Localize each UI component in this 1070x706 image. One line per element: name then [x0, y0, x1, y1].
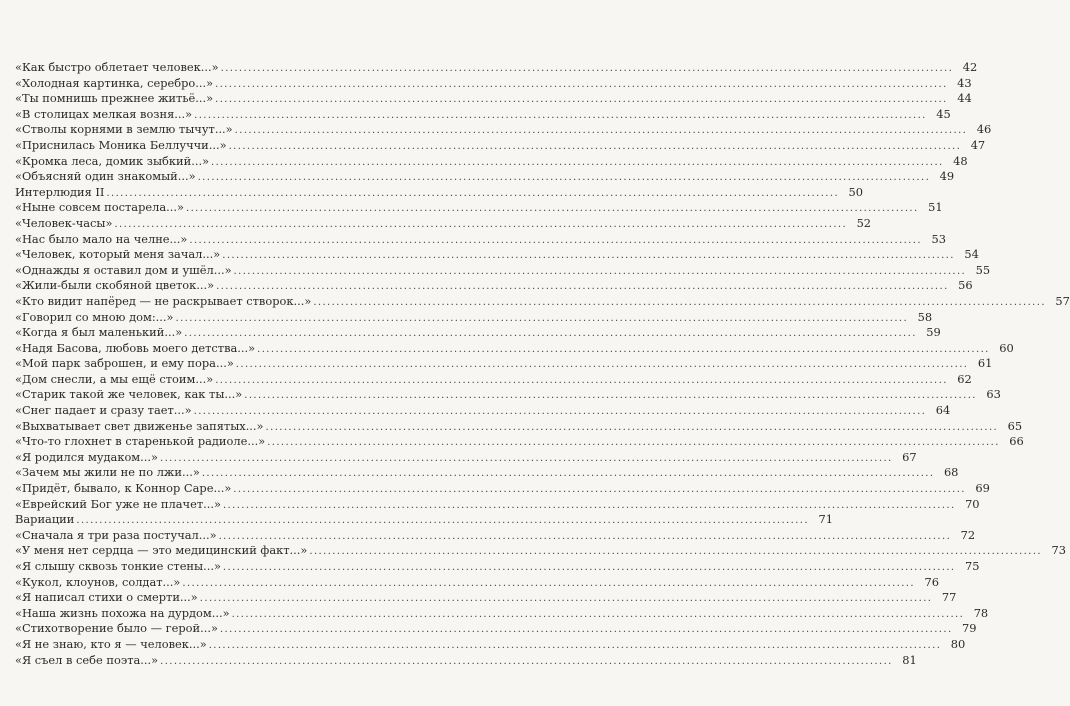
toc-entry	[15, 247, 979, 263]
toc-dot-leader: ................................................................................................................................................................	[228, 140, 962, 152]
toc-entry-title: «В столицах мелкая возня...»	[15, 106, 193, 121]
toc-dot-leader: ................................................................................................................................................................	[211, 156, 944, 168]
toc-dot-leader: ................................................................................................................................................................	[114, 218, 848, 230]
toc-entry-page-number: 80	[950, 636, 966, 651]
toc-dot-leader: ................................................................................................................................................................	[193, 406, 927, 418]
toc-entry-page-number: 75	[965, 559, 980, 573]
toc-entry	[15, 231, 946, 248]
toc-dot-leader: ................................................................................................................................................................	[265, 421, 999, 433]
toc-dot-leader: ................................................................................................................................................................	[234, 125, 968, 137]
toc-entry	[15, 449, 917, 466]
toc-entry-title: «Стволы корнями в землю тычут...»	[15, 122, 233, 137]
toc-dot-leader: ................................................................................................................................................................	[199, 593, 933, 605]
toc-dot-leader: ................................................................................................................................................................	[233, 484, 966, 496]
toc-entry	[15, 621, 977, 637]
toc-dot-leader: ................................................................................................................................................................	[215, 374, 948, 386]
toc-entry-title: «Я не знаю, кто я — человек...»	[15, 636, 207, 651]
toc-entry	[15, 356, 993, 372]
toc-entry	[15, 559, 980, 575]
toc-entry	[15, 293, 1070, 310]
toc-entry-title: «Нас было мало на челне...»	[15, 231, 188, 246]
toc-dot-leader: ................................................................................................................................................................	[160, 452, 893, 464]
toc-entry-title: Вариации	[15, 512, 75, 527]
toc-entry-page-number: 67	[902, 449, 917, 464]
toc-dot-leader: ................................................................................................................................................................	[182, 577, 915, 589]
toc-entry-page-number: 70	[965, 496, 980, 511]
toc-dot-leader: ................................................................................................................................................................	[222, 562, 956, 573]
toc-entry	[15, 60, 978, 76]
toc-entry-title: «Кукол, клоунов, солдат...»	[15, 574, 181, 589]
toc-entry-title: «Кромка леса, домик зыбкий...»	[15, 153, 210, 168]
toc-dot-leader: ................................................................................................................................................................	[267, 437, 1000, 449]
toc-entry	[15, 481, 990, 497]
toc-dot-leader: ................................................................................................................................................................	[175, 312, 909, 324]
toc-entry-page-number: 76	[924, 574, 939, 589]
toc-entry-title: «Придёт, бывало, к Коннор Саре...»	[15, 481, 232, 496]
toc-entry-page-number: 57	[1055, 293, 1070, 308]
toc-entry-page-number: 47	[970, 137, 986, 152]
toc-entry-page-number: 49	[939, 169, 955, 184]
toc-dot-leader: ................................................................................................................................................................	[201, 468, 935, 480]
toc-dot-leader: ................................................................................................................................................................	[189, 234, 922, 246]
toc-entry-title: «Стихотворение было — герой...»	[15, 621, 218, 636]
toc-entry	[15, 122, 992, 138]
toc-entry	[15, 91, 972, 107]
toc-dot-leader: ................................................................................................................................................................	[194, 109, 927, 121]
toc-entry-page-number: 44	[957, 91, 972, 106]
toc-entry-page-number: 63	[986, 387, 1001, 402]
toc-entry-page-number: 51	[928, 200, 943, 215]
toc-entry	[15, 434, 1024, 450]
toc-entry-page-number: 53	[931, 231, 946, 246]
toc-entry	[15, 605, 989, 622]
toc-entry-page-number: 59	[926, 325, 941, 340]
toc-dot-leader: ................................................................................................................................................................	[222, 250, 955, 262]
toc-entry-title: «Мой парк заброшен, и ему пора...»	[15, 356, 234, 371]
toc-entry-title: «Я написал стихи о смерти...»	[15, 590, 198, 605]
toc-dot-leader: ................................................................................................................................................................	[160, 655, 893, 667]
toc-entry-title: «Приснилась Моника Беллуччи...»	[15, 137, 227, 152]
toc-entry-page-number: 72	[960, 527, 976, 542]
toc-entry-page-number: 64	[935, 403, 951, 418]
toc-entry-page-number: 55	[975, 262, 991, 277]
toc-entry	[15, 262, 991, 279]
toc-entry-page-number: 65	[1007, 418, 1023, 433]
toc-dot-leader: ................................................................................................................................................................	[244, 390, 977, 402]
toc-entry-title: «Дом снесли, а мы ещё стоим...»	[15, 371, 214, 386]
toc-entry-title: «Выхватывает свет движенье запятых...»	[15, 418, 264, 433]
toc-entry-title: «Однажды я оставил дом и ушёл...»	[15, 262, 232, 277]
toc-dot-leader: ................................................................................................................................................................	[309, 546, 1042, 558]
toc-entry	[15, 574, 939, 591]
toc-entry-page-number: 48	[953, 153, 968, 168]
toc-entry	[15, 387, 1001, 403]
toc-entry-title: «Говорил со мною дом:...»	[15, 309, 174, 324]
toc-entry-title: «Что-то глохнет в старенькой радиоле...»	[15, 434, 266, 449]
toc-entry-title: «Когда я был маленький...»	[15, 325, 183, 340]
toc-entry-title: «Человек-часы»	[15, 215, 113, 230]
toc-entry	[15, 418, 1023, 435]
toc-entry	[15, 340, 1014, 357]
toc-entry-page-number: 62	[957, 371, 972, 386]
toc-entry-title: «Я съел в себе поэта...»	[15, 652, 159, 667]
toc-entry	[15, 465, 959, 481]
toc-dot-leader: ................................................................................................................................................................	[231, 608, 965, 620]
toc-entry	[15, 543, 1066, 559]
toc-dot-leader: ................................................................................................................................................................	[222, 499, 956, 511]
toc-entry	[15, 278, 973, 294]
toc-dot-leader: ................................................................................................................................................................	[184, 328, 917, 340]
toc-entry	[15, 184, 864, 201]
toc-dot-leader: ................................................................................................................................................................	[233, 265, 967, 277]
toc-dot-leader: ................................................................................................................................................................	[235, 359, 969, 371]
toc-dot-leader: ................................................................................................................................................................	[215, 78, 948, 90]
toc-entry-title: «Ныне совсем постарела...»	[15, 200, 184, 215]
toc-entry-title: «Кто видит напёред — не раскрывает створок...»	[15, 293, 312, 308]
toc-entry-page-number: 69	[975, 481, 990, 496]
toc-entry-page-number: 79	[962, 621, 977, 636]
toc-entry	[15, 75, 972, 92]
toc-entry	[15, 527, 976, 544]
toc-dot-leader: ................................................................................................................................................................	[76, 515, 809, 527]
toc-dot-leader: ................................................................................................................................................................	[208, 639, 942, 651]
toc-entry	[15, 512, 833, 528]
toc-dot-leader: ................................................................................................................................................................	[215, 94, 948, 106]
toc-entry-title: «У меня нет сердца — это медицинский факт...»	[15, 543, 308, 558]
toc-entry-page-number: 45	[936, 106, 951, 121]
toc-entry	[15, 590, 957, 606]
toc-dot-leader: ................................................................................................................................................................	[257, 343, 990, 355]
toc-dot-leader: ................................................................................................................................................................	[186, 203, 919, 215]
toc-entry-title: «Снег падает и сразу тает...»	[15, 403, 192, 418]
toc-entry-page-number: 56	[958, 278, 973, 293]
toc-entry-page-number: 52	[856, 215, 872, 230]
toc-entry-page-number: 73	[1051, 543, 1066, 558]
toc-entry-page-number: 61	[977, 356, 993, 371]
toc-entry	[15, 200, 943, 216]
toc-entry-page-number: 66	[1009, 434, 1024, 449]
toc-entry	[15, 215, 872, 232]
toc-entry-page-number: 68	[943, 465, 959, 480]
toc-entry-title: «Надя Басова, любовь моего детства...»	[15, 340, 256, 355]
toc-entry-title: «Наша жизнь похожа на дурдом...»	[15, 605, 230, 620]
table-of-contents	[15, 60, 1070, 668]
toc-entry-page-number: 78	[973, 605, 989, 620]
toc-entry	[15, 137, 986, 154]
toc-entry-title: «Старик такой же человек, как ты...»	[15, 387, 243, 402]
toc-entry	[15, 496, 980, 513]
toc-entry-page-number: 60	[999, 340, 1014, 355]
toc-entry-title: «Зачем мы жили не по лжи...»	[15, 465, 200, 480]
toc-entry-title: «Как быстро облетает человек...»	[15, 60, 219, 74]
toc-entry-title: «Объясняй один знакомый...»	[15, 169, 196, 184]
toc-entry-title: Интерлюдия II	[15, 184, 105, 199]
toc-dot-leader: ................................................................................................................................................................	[218, 530, 952, 542]
toc-entry	[15, 636, 966, 653]
toc-entry-page-number: 42	[962, 60, 978, 74]
toc-dot-leader: ................................................................................................................................................................	[313, 296, 1046, 308]
toc-entry	[15, 106, 951, 123]
toc-entry-page-number: 77	[941, 590, 957, 605]
toc-entry-page-number: 43	[957, 75, 972, 90]
toc-entry-page-number: 81	[902, 652, 917, 667]
toc-entry-page-number: 58	[917, 309, 933, 324]
toc-entry-title: «Я слышу сквозь тонкие стены...»	[15, 559, 221, 573]
toc-entry-page-number: 50	[848, 184, 864, 199]
toc-dot-leader: ................................................................................................................................................................	[197, 172, 931, 184]
toc-entry-page-number: 71	[818, 512, 833, 527]
toc-entry-title: «Человек, который меня зачал...»	[15, 247, 221, 262]
toc-entry	[15, 309, 933, 326]
toc-entry-page-number: 54	[964, 247, 979, 262]
toc-dot-leader: ................................................................................................................................................................	[106, 187, 840, 199]
toc-dot-leader: ................................................................................................................................................................	[216, 281, 949, 293]
toc-entry-title: «Сначала я три раза постучал...»	[15, 527, 217, 542]
toc-entry	[15, 153, 968, 170]
toc-entry-title: «Жили-были скобяной цветок...»	[15, 278, 215, 293]
toc-entry	[15, 325, 941, 341]
toc-entry	[15, 652, 917, 669]
toc-entry-title: «Еврейский Бог уже не плачет...»	[15, 496, 221, 511]
toc-entry-page-number: 46	[976, 122, 992, 137]
toc-entry	[15, 403, 951, 419]
toc-dot-leader: ................................................................................................................................................................	[219, 624, 953, 636]
toc-entry-title: «Ты помнишь прежнее житьё...»	[15, 91, 214, 106]
toc-entry-title: «Холодная картинка, серебро...»	[15, 75, 214, 90]
toc-entry	[15, 169, 955, 185]
toc-entry-title: «Я родился мудаком...»	[15, 449, 159, 464]
toc-entry	[15, 371, 972, 388]
toc-dot-leader: ................................................................................................................................................................	[220, 63, 954, 74]
